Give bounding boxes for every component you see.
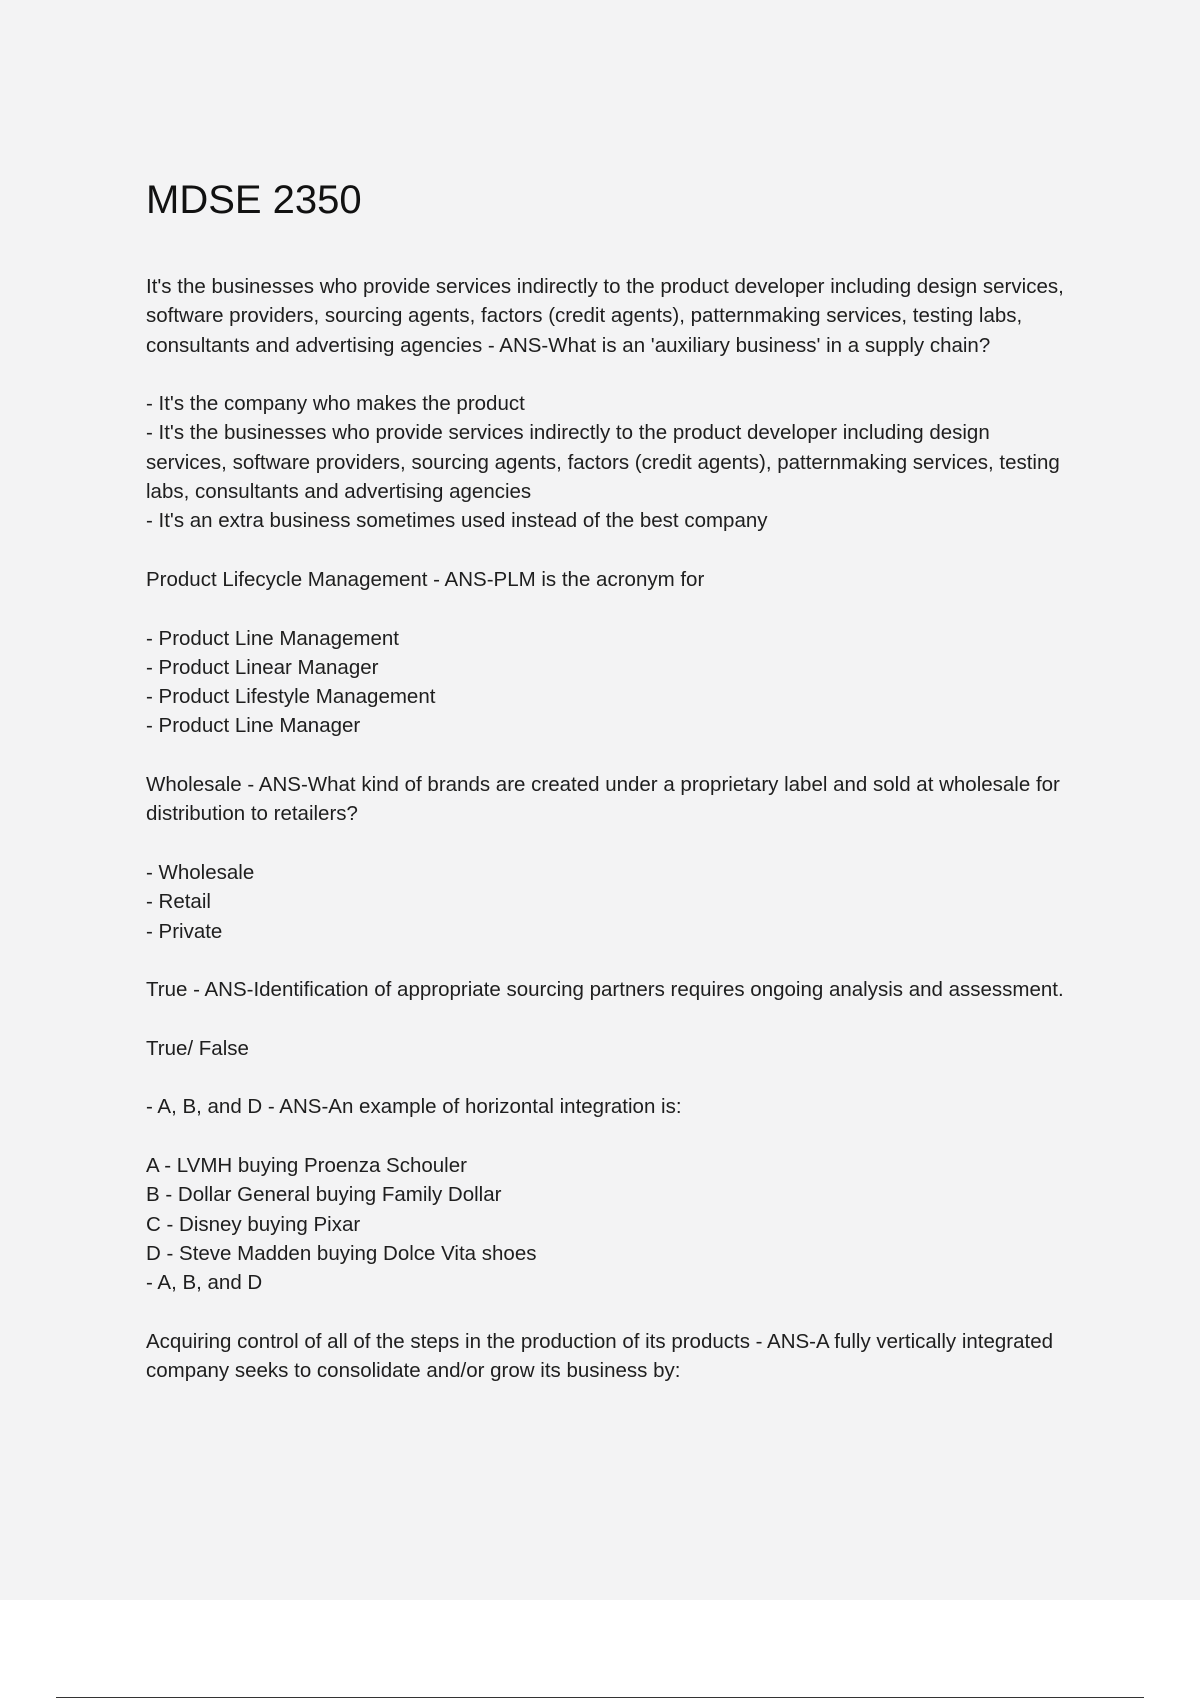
option-list-auxiliary-business: [146, 389, 1076, 535]
option-item: - Product Line Manager: [146, 714, 361, 738]
option-item: True/ False: [146, 1036, 249, 1060]
question-block-wholesale: [146, 770, 1076, 829]
option-item: - Retail: [146, 890, 211, 914]
question-text: Product Lifecycle Management - ANS-PLM is the acronym for: [146, 567, 705, 591]
question-block-sourcing-partners: [146, 975, 1076, 1004]
question-block-vertical-integration: [146, 1327, 1076, 1386]
question-text: Acquiring control of all of the steps in the production of its products - ANS-A fully vertically integrated company seeks to consolidate and/or grow its business by:: [146, 1329, 1059, 1382]
option-item: A - LVMH buying Proenza Schouler: [146, 1153, 467, 1177]
option-item: - Wholesale: [146, 860, 255, 884]
question-text: - A, B, and D - ANS-An example of horizontal integration is:: [146, 1095, 682, 1119]
document-content: [146, 176, 1076, 1415]
option-list-wholesale: [146, 858, 1076, 946]
option-list-plm: [146, 624, 1076, 741]
option-list-horizontal-integration: [146, 1151, 1076, 1297]
option-list-sourcing-partners: [146, 1034, 1076, 1063]
question-text: Wholesale - ANS-What kind of brands are created under a proprietary label and sold at wholesale for distribution to retailers?: [146, 773, 1066, 826]
page-divider: [56, 1697, 1144, 1698]
question-block-horizontal-integration: [146, 1092, 1076, 1121]
option-item: - Product Line Management: [146, 626, 399, 650]
option-item: - It's the businesses who provide services indirectly to the product developer including design services, software providers, sourcing agents, factors (credit agents), patternmaking services, testing labs, consultants and advertising agencies: [146, 421, 1066, 504]
option-item: C - Disney buying Pixar: [146, 1212, 361, 1236]
option-item: D - Steve Madden buying Dolce Vita shoes: [146, 1241, 537, 1265]
option-item: - Product Lifestyle Management: [146, 685, 436, 709]
option-item: - A, B, and D: [146, 1271, 263, 1295]
option-item: - Product Linear Manager: [146, 655, 379, 679]
question-text: It's the businesses who provide services indirectly to the product developer including design services, software providers, sourcing agents, factors (credit agents), patternmaking services, testing labs, consultants and advertising agencies - ANS-What is an 'auxiliary business' in a supply chain?: [146, 275, 1070, 357]
option-item: - It's an extra business sometimes used instead of the best company: [146, 509, 768, 533]
document-title: MDSE 2350: [146, 178, 362, 222]
option-item: B - Dollar General buying Family Dollar: [146, 1183, 502, 1207]
question-block-auxiliary-business: [146, 272, 1076, 360]
question-block-plm: [146, 565, 1076, 594]
option-item: - It's the company who makes the product: [146, 392, 525, 416]
question-text: True - ANS-Identification of appropriate sourcing partners requires ongoing analysis and assessment.: [146, 978, 1064, 1002]
option-item: - Private: [146, 919, 223, 943]
